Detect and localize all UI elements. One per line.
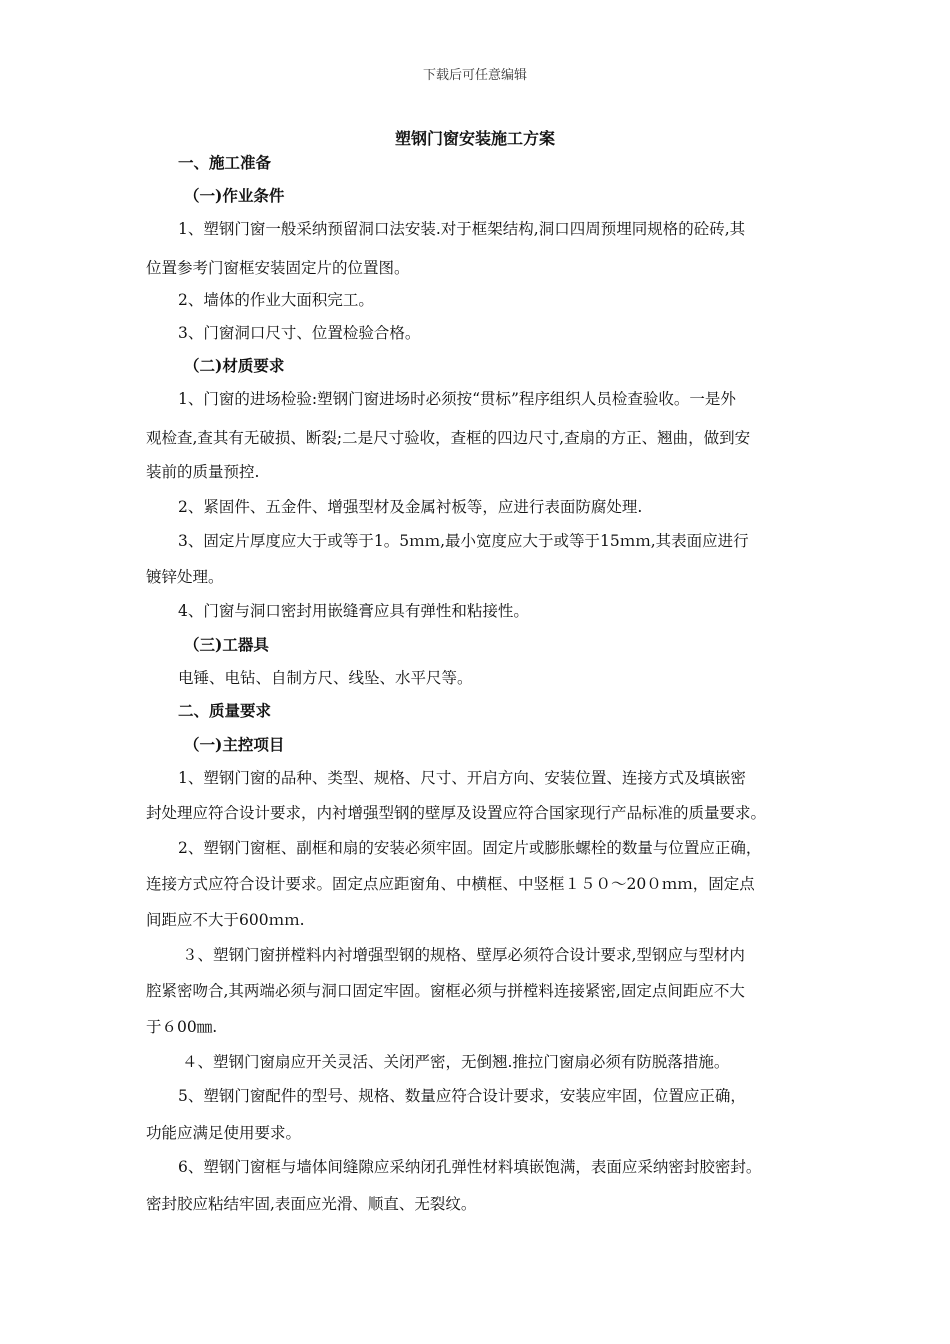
paragraph-line: 2、塑钢门窗框、副框和扇的安装必须牢固。固定片或膨胀螺栓的数量与位置应正确， bbox=[178, 839, 762, 857]
paragraph-line: 观检查,查其有无破损、断裂;二是尺寸验收，查框的四边尺寸,查扇的方正、翘曲，做到安 bbox=[146, 429, 751, 447]
paragraph-line: 电锤、电钻、自制方尺、线坠、水平尺等。 bbox=[178, 669, 473, 687]
paragraph-line: 装前的质量预控. bbox=[146, 463, 260, 481]
paragraph-line: 5、塑钢门窗配件的型号、规格、数量应符合设计要求，安装应牢固，位置应正确， bbox=[178, 1087, 746, 1105]
header-note: 下载后可任意编辑 bbox=[422, 68, 527, 83]
paragraph-line: 1、门窗的进场检验:塑钢门窗进场时必须按“贯标”程序组织人员检查验收。一是外 bbox=[178, 390, 736, 408]
paragraph-line: 3、门窗洞口尺寸、位置检验合格。 bbox=[178, 324, 421, 342]
paragraph-line: 6、塑钢门窗框与墙体间缝隙应采纳闭孔弹性材料填嵌饱满，表面应采纳密封胶密封。 bbox=[178, 1158, 762, 1176]
paragraph-line: 镀锌处理。 bbox=[146, 568, 224, 586]
subsection-heading: （二)材质要求 bbox=[184, 356, 285, 375]
document-title: 塑钢门窗安装施工方案 bbox=[394, 129, 555, 148]
paragraph-line: 4、门窗与洞口密封用嵌缝膏应具有弹性和粘接性。 bbox=[178, 602, 529, 620]
subsection-heading: （一)主控项目 bbox=[184, 735, 285, 754]
subsection-heading: （一)作业条件 bbox=[184, 186, 285, 205]
paragraph-line: 2、墙体的作业大面积完工。 bbox=[178, 291, 374, 309]
paragraph-line: 密封胶应粘结牢固,表面应光滑、顺直、无裂纹。 bbox=[146, 1195, 477, 1213]
paragraph-line: 1、塑钢门窗一般采纳预留洞口法安装.对于框架结构,洞口四周预埋同规格的砼砖,其 bbox=[178, 220, 746, 238]
paragraph-line: 间距应不大于600ｍｍ. bbox=[146, 911, 305, 929]
paragraph-line: 封处理应符合设计要求，内衬增强型钢的壁厚及设置应符合国家现行产品标准的质量要求。 bbox=[146, 804, 767, 822]
paragraph-line: 位置参考门窗框安装固定片的位置图。 bbox=[146, 259, 410, 277]
section-heading: 一、施工准备 bbox=[178, 153, 272, 172]
subsection-heading: （三)工器具 bbox=[184, 635, 269, 654]
paragraph-line: ３、塑钢门窗拼樘料内衬增强型钢的规格、壁厚必须符合设计要求,型钢应与型材内 bbox=[182, 946, 745, 964]
section-heading: 二、质量要求 bbox=[178, 701, 272, 720]
paragraph-line: 功能应满足使用要求。 bbox=[146, 1124, 302, 1142]
paragraph-line: 2、紧固件、五金件、增强型材及金属衬板等，应进行表面防腐处理. bbox=[178, 498, 643, 516]
paragraph-line: 3、固定片厚度应大于或等于1。5ｍｍ,最小宽度应大于或等于15ｍｍ,其表面应进行 bbox=[178, 532, 749, 550]
paragraph-line: 腔紧密吻合,其两端必须与洞口固定牢固。窗框必须与拼樘料连接紧密,固定点间距应不大 bbox=[146, 982, 745, 1000]
paragraph-line: 于６00㎜. bbox=[146, 1018, 218, 1036]
paragraph-line: 1、塑钢门窗的品种、类型、规格、尺寸、开启方向、安装位置、连接方式及填嵌密 bbox=[178, 769, 746, 787]
paragraph-line: 连接方式应符合设计要求。固定点应距窗角、中横框、中竖框１５０～20０ｍｍ，固定点 bbox=[146, 875, 755, 893]
paragraph-line: ４、塑钢门窗扇应开关灵活、关闭严密，无倒翘.推拉门窗扇必须有防脱落措施。 bbox=[182, 1053, 730, 1071]
